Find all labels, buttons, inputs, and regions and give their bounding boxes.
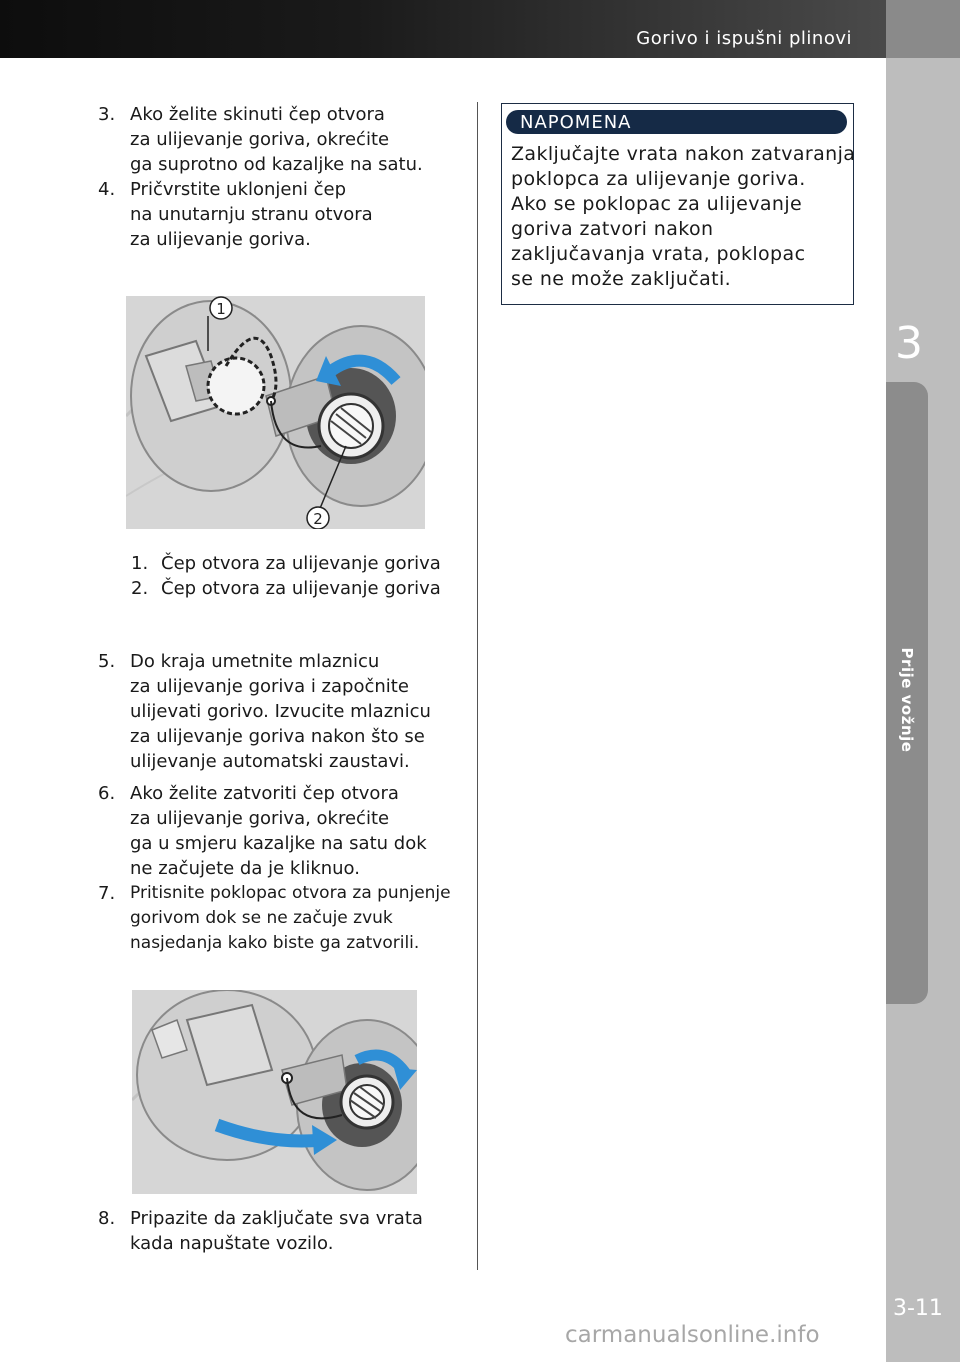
caption-number: 2. — [131, 578, 149, 599]
step-number: 7. — [98, 883, 116, 904]
step-text: za ulijevanje goriva, okrećite — [130, 129, 390, 150]
note-heading: NAPOMENA — [520, 112, 632, 133]
caption-number: 1. — [131, 553, 149, 574]
column-divider — [477, 102, 478, 1270]
note-text: poklopca za ulijevanje goriva. — [511, 168, 806, 190]
step-text: za ulijevanje goriva nakon što se — [130, 726, 425, 747]
step-number: 5. — [98, 651, 116, 672]
step-number: 4. — [98, 179, 116, 200]
step-text: za ulijevanje goriva. — [130, 229, 311, 250]
sidebar-top — [886, 0, 960, 58]
callout-1: 1 — [216, 300, 226, 318]
fuel-cap-illustration — [126, 296, 425, 529]
note-body — [511, 142, 855, 292]
step-number: 6. — [98, 783, 116, 804]
step-text: ga u smjeru kazaljke na satu dok — [130, 833, 427, 854]
step-text: Pričvrstite uklonjeni čep — [130, 179, 347, 200]
step-text: ne začujete da je kliknuo. — [130, 858, 360, 879]
step-number: 8. — [98, 1208, 116, 1229]
step-text: ulijevati gorivo. Izvucite mlaznicu — [130, 701, 431, 722]
watermark: carmanualsonline.info — [565, 1322, 820, 1348]
section-title: Gorivo i ispušni plinovi — [636, 28, 852, 49]
step-text: nasjedanja kako biste ga zatvorili. — [130, 933, 420, 953]
step-number: 3. — [98, 104, 116, 125]
caption-text: Čep otvora za ulijevanje goriva — [161, 553, 441, 574]
fuel-cap-closing-illustration — [132, 990, 417, 1194]
step-text: Do kraja umetnite mlaznicu — [130, 651, 380, 672]
step-text: Pritisnite poklopac otvora za punjenje — [130, 883, 451, 903]
step-text: Ako želite skinuti čep otvora — [130, 104, 385, 125]
step-text: Ako želite zatvoriti čep otvora — [130, 783, 399, 804]
note-text: se ne može zaključati. — [511, 268, 732, 290]
chapter-number: 3 — [895, 318, 923, 369]
step-text: ulijevanje automatski zaustavi. — [130, 751, 410, 772]
page-number: 3-11 — [893, 1296, 943, 1321]
chapter-tab-label: Prije vožnje — [898, 647, 916, 753]
note-text: Ako se poklopac za ulijevanje — [511, 193, 803, 215]
step-text: na unutarnju stranu otvora — [130, 204, 373, 225]
note-heading-bar — [506, 110, 847, 134]
note-box — [501, 103, 854, 305]
callout-2: 2 — [313, 510, 323, 528]
step-text: za ulijevanje goriva, okrećite — [130, 808, 390, 829]
caption-text: Čep otvora za ulijevanje goriva — [161, 578, 441, 599]
fuel-cap-figure-2 — [132, 990, 417, 1194]
step-text: za ulijevanje goriva i započnite — [130, 676, 409, 697]
fuel-cap-figure-1 — [126, 296, 425, 529]
step-text: kada napuštate vozilo. — [130, 1233, 334, 1254]
note-text: Zaključajte vrata nakon zatvaranja — [511, 143, 856, 165]
note-text: zaključavanja vrata, poklopac — [511, 243, 806, 265]
step-text: Pripazite da zaključate sva vrata — [130, 1208, 423, 1229]
note-text: goriva zatvori nakon — [511, 218, 714, 240]
step-text: ga suprotno od kazaljke na satu. — [130, 154, 423, 175]
step-text: gorivom dok se ne začuje zvuk — [130, 908, 393, 928]
